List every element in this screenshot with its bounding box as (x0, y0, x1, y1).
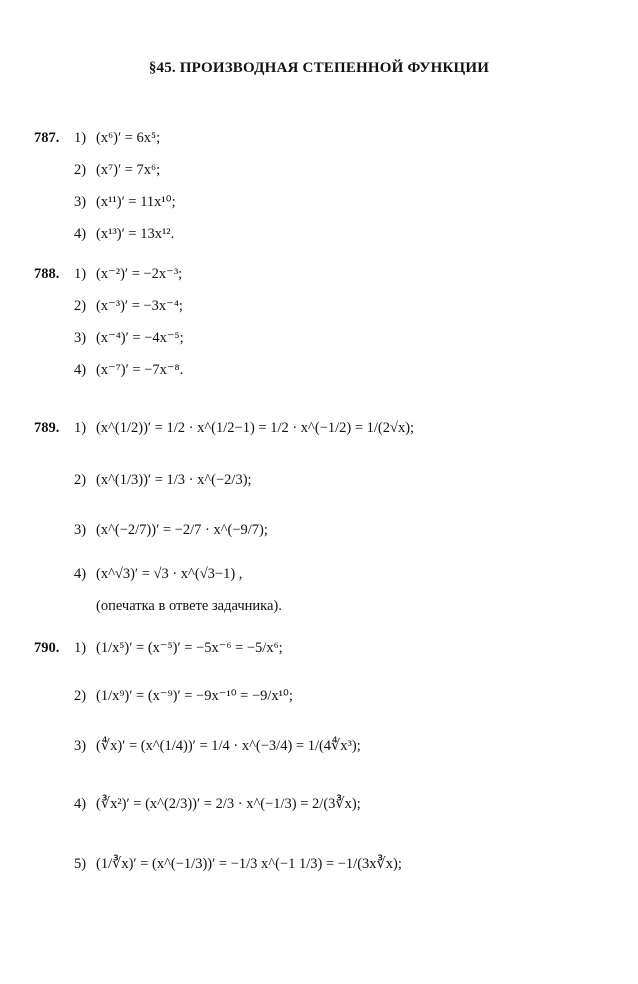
formula: (x⁻⁴)′ = −4x⁻⁵; (96, 329, 184, 346)
formula: (x^(−2/7))′ = −2/7 · x^(−9/7); (96, 521, 268, 538)
formula: (x¹¹)′ = 11x¹⁰; (96, 193, 176, 210)
formula: (x¹³)′ = 13x¹². (96, 225, 175, 242)
formula: (∛x²)′ = (x^(2/3))′ = 2/3 · x^(−1/3) = 2/(3∛x); (96, 795, 361, 812)
formula: (x⁻⁷)′ = −7x⁻⁸. (96, 361, 184, 378)
item-label: 3) (74, 329, 87, 346)
problem-number: 787. (34, 129, 60, 146)
item-label: 2) (74, 161, 87, 178)
formula: (x⁶)′ = 6x⁵; (96, 129, 161, 146)
item-label: 2) (74, 471, 87, 488)
item-label: 3) (74, 193, 87, 210)
formula: (x^(1/2))′ = 1/2 · x^(1/2−1) = 1/2 · x^(−1/2) = 1/(2√x); (96, 419, 415, 436)
problem-number: 789. (34, 419, 60, 436)
item-label: 4) (74, 361, 87, 378)
item-label: 3) (74, 521, 87, 538)
typo-note: (опечатка в ответе задачника). (96, 598, 282, 614)
formula: (x⁻³)′ = −3x⁻⁴; (96, 297, 183, 314)
formula: (1/x⁵)′ = (x⁻⁵)′ = −5x⁻⁶ = −5/x⁶; (96, 639, 283, 656)
formula: (x^(1/3))′ = 1/3 · x^(−2/3); (96, 471, 252, 488)
formula: (x⁷)′ = 7x⁶; (96, 161, 161, 178)
formula: (1/x⁹)′ = (x⁻⁹)′ = −9x⁻¹⁰ = −9/x¹⁰; (96, 687, 293, 704)
formula: (1/∛x)′ = (x^(−1/3))′ = −1/3 x^(−1 1/3) = −1/(3x∛x); (96, 855, 402, 872)
item-label: 2) (74, 687, 87, 704)
formula: (x^√3)′ = √3 · x^(√3−1) , (96, 565, 243, 582)
item-label: 4) (74, 225, 87, 242)
item-label: 1) (74, 129, 87, 146)
formula: (x⁻²)′ = −2x⁻³; (96, 265, 183, 282)
item-label: 5) (74, 855, 87, 872)
page-title: §45. ПРОИЗВОДНАЯ СТЕПЕННОЙ ФУНКЦИИ (148, 60, 490, 76)
formula: (∜x)′ = (x^(1/4))′ = 1/4 · x^(−3/4) = 1/(4∜x³); (96, 737, 361, 754)
item-label: 4) (74, 565, 87, 582)
item-label: 3) (74, 737, 87, 754)
item-label: 2) (74, 297, 87, 314)
problem-number: 788. (34, 265, 60, 282)
item-label: 1) (74, 265, 87, 282)
problem-number: 790. (34, 639, 60, 656)
item-label: 4) (74, 795, 87, 812)
item-label: 1) (74, 639, 87, 656)
item-label: 1) (74, 419, 87, 436)
